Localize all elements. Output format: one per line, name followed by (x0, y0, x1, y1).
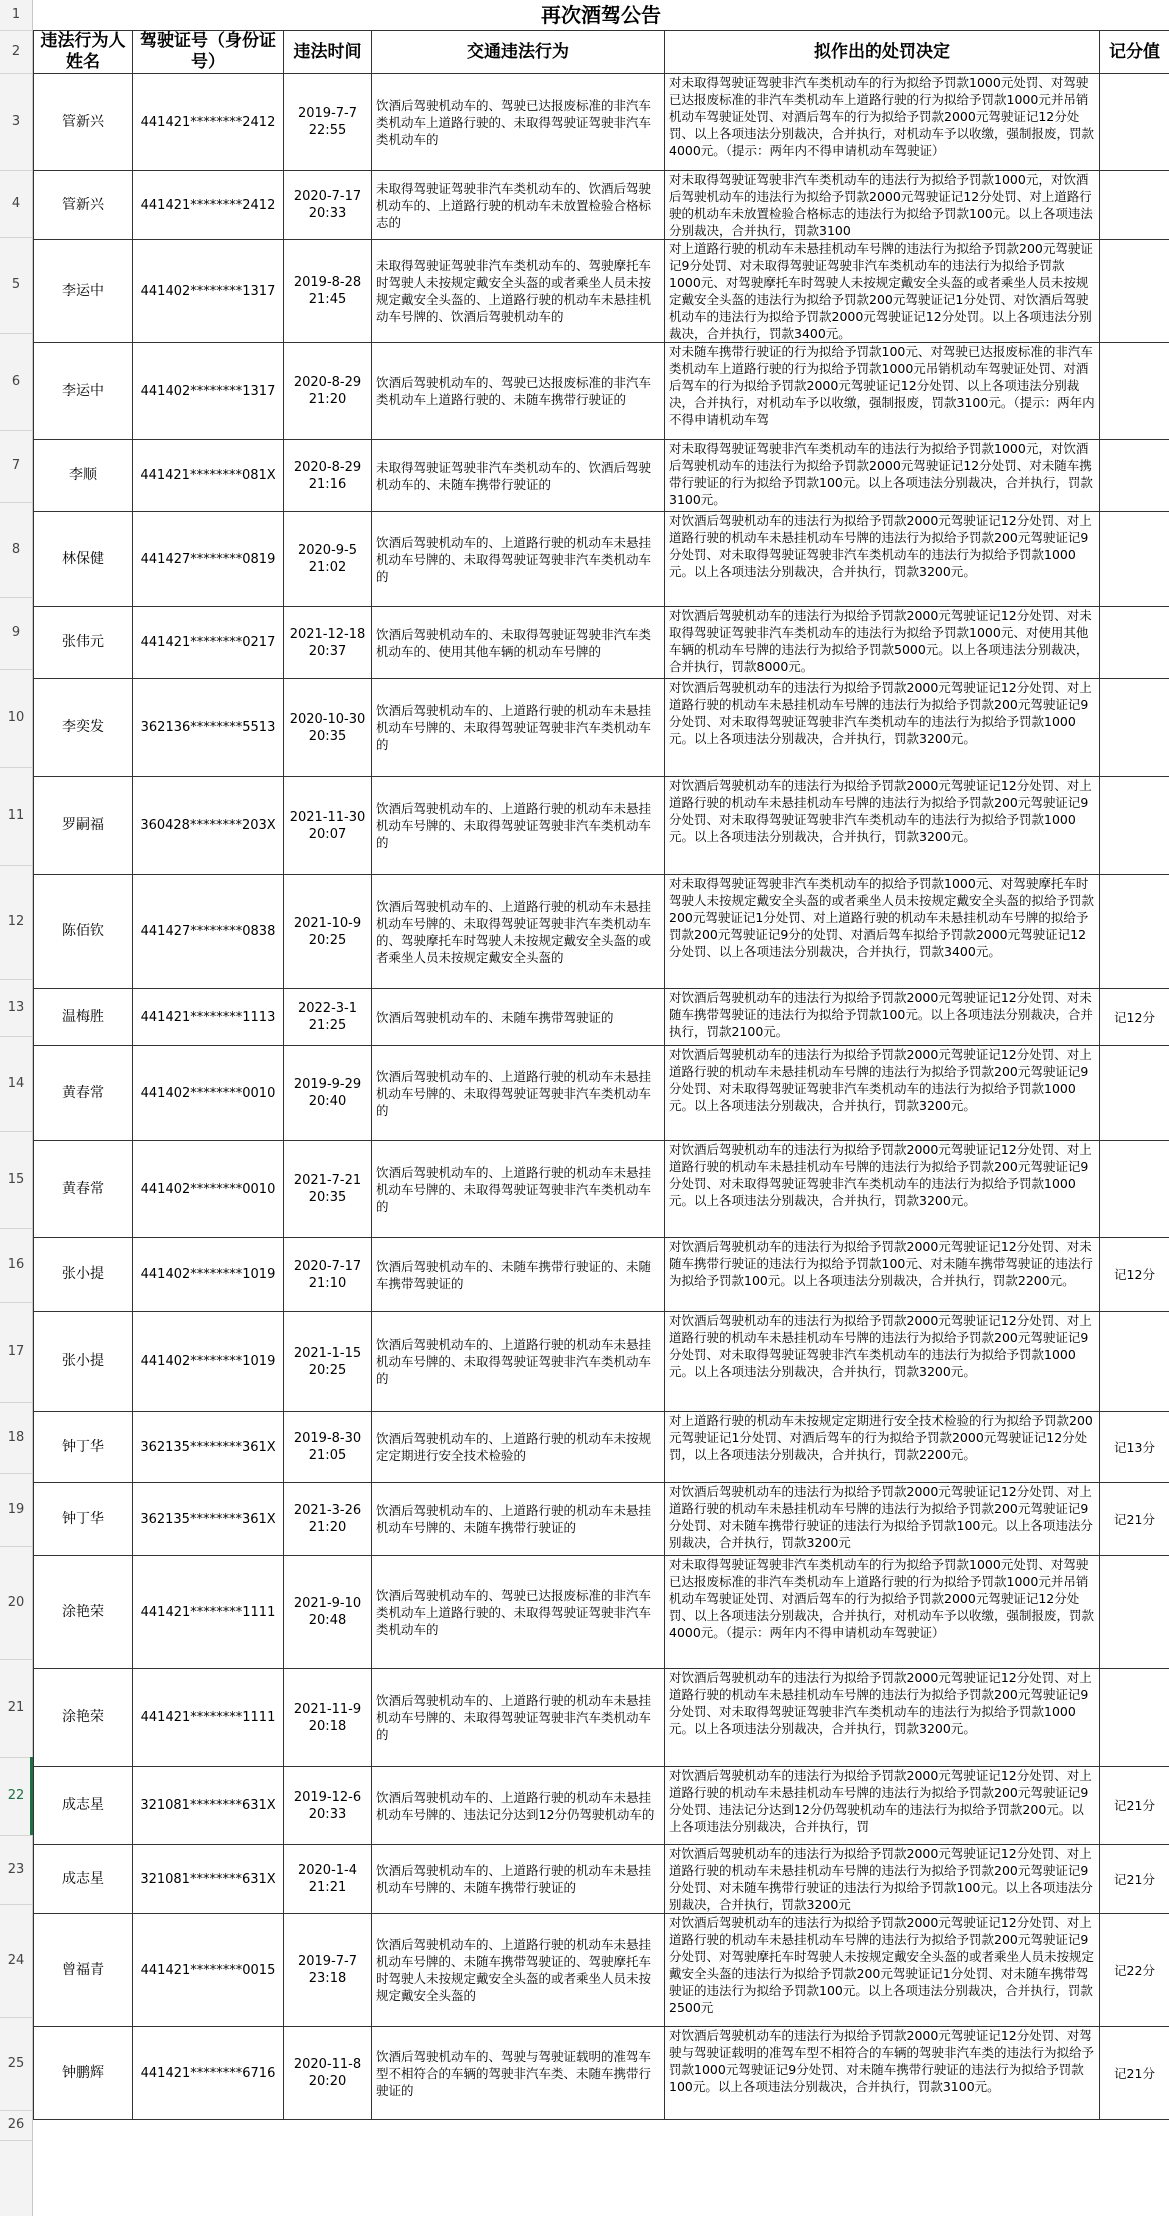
violation-behavior-cell[interactable]: 饮酒后驾驶机动车的、上道路行驶的机动车未悬挂机动车号牌的、未取得驾驶证驾驶非汽车类机动车的 (372, 512, 665, 607)
violator-name-cell[interactable]: 李运中 (34, 343, 133, 440)
table-row (34, 1914, 1169, 2027)
row-number[interactable]: 12 (7, 914, 25, 929)
points-cell[interactable] (1100, 777, 1169, 875)
license-number-cell[interactable]: 362136********5513 (133, 679, 284, 777)
points-cell[interactable] (1100, 240, 1169, 343)
table-row (34, 74, 1169, 171)
penalty-decision-cell[interactable]: 对饮酒后驾驶机动车的违法行为拟给予罚款2000元驾驶证记12分处罚、对未取得驾驶证驾驶非汽车类机动车的违法行为拟给予罚款1000元、对使用其他车辆的机动车号牌的违法行为拟给予罚款5000元。以上各项违法分别裁决，合并执行，罚款8000元。 (665, 607, 1100, 679)
violation-time-cell[interactable]: 2020-7-17 20:33 (284, 171, 372, 240)
violation-time-cell[interactable]: 2021-11-9 20:18 (284, 1669, 372, 1767)
col-header-name: 违法行为人姓名 (34, 31, 133, 74)
table-row (34, 1556, 1169, 1669)
row-divider (0, 73, 32, 74)
row-divider (0, 1302, 32, 1303)
points-cell[interactable]: 记22分 (1100, 1914, 1169, 2027)
violator-name-cell[interactable]: 罗嗣福 (34, 777, 133, 875)
violation-time-cell[interactable]: 2019-7-7 23:18 (284, 1914, 372, 2027)
row-number[interactable]: 9 (11, 625, 21, 640)
violator-name-cell[interactable]: 钟丁华 (34, 1483, 133, 1556)
row-number[interactable]: 1 (11, 7, 21, 22)
points-cell[interactable] (1100, 512, 1169, 607)
violation-behavior-cell[interactable]: 饮酒后驾驶机动车的、未随车携带驾驶证的 (372, 989, 665, 1046)
violation-time-cell[interactable]: 2019-7-7 22:55 (284, 74, 372, 171)
row-divider (0, 979, 32, 980)
table-row (34, 240, 1169, 343)
violation-time-cell[interactable]: 2021-11-30 20:07 (284, 777, 372, 875)
penalty-decision-cell[interactable]: 对未取得驾驶证驾驶非汽车类机动车的行为拟给予罚款1000元处罚、对驾驶已达报废标准的非汽车类机动车上道路行驶的行为拟给予罚款1000元并吊销机动车驾驶证处罚、对酒后驾车的行为拟给予罚款2000元驾驶证记12分处罚、以上各项违法分别裁决，合并执行，对机动车予以收缴，强制报废，罚款4000元。（提示：两年内不得申请机动车驾驶证） (665, 1556, 1100, 1669)
table-row (34, 607, 1169, 679)
row-divider (0, 1402, 32, 1403)
violator-name-cell[interactable]: 林保健 (34, 512, 133, 607)
violator-name-cell[interactable]: 张小提 (34, 1312, 133, 1412)
penalty-decision-cell[interactable]: 对饮酒后驾驶机动车的违法行为拟给予罚款2000元驾驶证记12分处罚、对驾驶与驾驶证载明的准驾车型不相符合的车辆的驾驶非汽车类的违法行为拟给予罚款1000元驾驶证记9分处罚、对未随车携带行驶证的违法行为拟给予罚款100元。以上各项违法分别裁决，合并执行，罚款3100元。 (665, 2027, 1100, 2120)
violation-time-cell[interactable]: 2019-12-6 20:33 (284, 1767, 372, 1845)
row-divider (0, 597, 32, 598)
penalty-decision-cell[interactable]: 对饮酒后驾驶机动车的违法行为拟给予罚款2000元驾驶证记12分处罚、对上道路行驶的机动车未悬挂机动车号牌的违法行为拟给予罚款200元驾驶证记9分处罚、对未取得驾驶证驾驶非汽车类机动车的违法行为拟给予罚款1000元。以上各项违法分别裁决，合并执行，罚款3200元。 (665, 1141, 1100, 1238)
violation-behavior-cell[interactable]: 饮酒后驾驶机动车的、上道路行驶的机动车未悬挂机动车号牌的、未取得驾驶证驾驶非汽车类机动车的 (372, 679, 665, 777)
points-cell[interactable]: 记21分 (1100, 2027, 1169, 2120)
row-divider (0, 2140, 32, 2141)
table-row (34, 777, 1169, 875)
points-cell[interactable]: 记13分 (1100, 1412, 1169, 1483)
violator-name-cell[interactable]: 李顺 (34, 440, 133, 512)
violator-name-cell[interactable]: 涂艳荣 (34, 1669, 133, 1767)
row-divider (0, 170, 32, 171)
violator-name-cell[interactable]: 钟鹏辉 (34, 2027, 133, 2120)
table-row (34, 1046, 1169, 1141)
row-divider (0, 865, 32, 866)
row-divider (0, 1835, 32, 1836)
violator-name-cell[interactable]: 成志星 (34, 1767, 133, 1845)
header-row (34, 31, 1169, 74)
violation-behavior-cell[interactable]: 饮酒后驾驶机动车的、未取得驾驶证驾驶非汽车类机动车的、使用其他车辆的机动车号牌的 (372, 607, 665, 679)
row-divider (0, 502, 32, 503)
license-number-cell[interactable]: 441421********1113 (133, 989, 284, 1046)
points-cell[interactable] (1100, 875, 1169, 989)
violation-behavior-cell[interactable]: 饮酒后驾驶机动车的、上道路行驶的机动车未悬挂机动车号牌的、未随车携带行驶证的 (372, 1845, 665, 1914)
row-number[interactable]: 15 (7, 1171, 25, 1187)
penalty-decision-cell[interactable]: 对饮酒后驾驶机动车的违法行为拟给予罚款2000元驾驶证记12分处罚、对上道路行驶的机动车未悬挂机动车号牌的违法行为拟给予罚款200元驾驶证记9分处罚、对未取得驾驶证驾驶非汽车类机动车的违法行为拟给予罚款1000元。以上各项违法分别裁决，合并执行，罚款3200元。 (665, 1046, 1100, 1141)
violator-name-cell[interactable]: 李奕发 (34, 679, 133, 777)
row-number[interactable]: 22 (7, 1788, 25, 1803)
violation-time-cell[interactable]: 2022-3-1 21:25 (284, 989, 372, 1046)
points-cell[interactable] (1100, 1312, 1169, 1412)
penalty-decision-cell[interactable]: 对未随车携带行驶证的行为拟给予罚款100元、对驾驶已达报废标准的非汽车类机动车上道路行驶的行为拟给予罚款1000元吊销机动车驾驶证处罚、对酒后驾车的行为拟给予罚款2000元驾驶证记12分处罚、以上各项违法分别裁决，合并执行，对机动车予以收缴，强制报废，罚款3100元。（提示：两年内不得申请机动车驾 (665, 343, 1100, 440)
col-header-behavior: 交通违法行为 (372, 31, 665, 74)
license-number-cell[interactable]: 441421********2412 (133, 171, 284, 240)
page-title: 再次酒驾公告 (541, 3, 661, 27)
license-number-cell[interactable]: 441402********1019 (133, 1238, 284, 1312)
license-number-cell[interactable]: 441421********081X (133, 440, 284, 512)
violation-behavior-cell[interactable]: 饮酒后驾驶机动车的、未随车携带行驶证的、未随车携带驾驶证的 (372, 1238, 665, 1312)
violation-behavior-cell[interactable]: 未取得驾驶证驾驶非汽车类机动车的、饮酒后驾驶机动车的、未随车携带行驶证的 (372, 440, 665, 512)
penalty-decision-cell[interactable]: 对饮酒后驾驶机动车的违法行为拟给予罚款2000元驾驶证记12分处罚、对上道路行驶的机动车未悬挂机动车号牌的违法行为拟给予罚款200元驾驶证记9分处罚、对未取得驾驶证驾驶非汽车类机动车的违法行为拟给予罚款1000元。以上各项违法分别裁决，合并执行，罚款3200元。 (665, 679, 1100, 777)
violator-name-cell[interactable]: 管新兴 (34, 74, 133, 171)
penalty-decision-cell[interactable]: 对未取得驾驶证驾驶非汽车类机动车的拟给予罚款1000元、对驾驶摩托车时驾驶人未按规定戴安全头盔的或者乘坐人员未按规定戴安全头盔的拟给予罚款200元驾驶证记1分处罚、对上道路行驶的机动车未悬挂机动车号牌的拟给予罚款200元驾驶证记9分的处罚、对酒后驾车拟给予罚款2000元驾驶证记12分处罚、以上各项违法分别裁决，合并执行，罚款3400元。 (665, 875, 1100, 989)
violation-time-cell[interactable]: 2021-3-26 21:20 (284, 1483, 372, 1556)
row-number[interactable]: 24 (7, 1952, 25, 1968)
violation-time-cell[interactable]: 2020-7-17 21:10 (284, 1238, 372, 1312)
row-number[interactable]: 4 (11, 195, 21, 211)
violation-time-cell[interactable]: 2020-1-4 21:21 (284, 1845, 372, 1914)
penalty-decision-cell[interactable]: 对饮酒后驾驶机动车的违法行为拟给予罚款2000元驾驶证记12分处罚、对上道路行驶的机动车未悬挂机动车号牌的违法行为拟给予罚款200元驾驶证记9分处罚、对未随车携带行驶证的违法行为拟给予罚款100元。以上各项违法分别裁决，合并执行，罚款3200元 (665, 1483, 1100, 1556)
license-number-cell[interactable]: 441402********0010 (133, 1141, 284, 1238)
penalty-decision-cell[interactable]: 对饮酒后驾驶机动车的违法行为拟给予罚款2000元驾驶证记12分处罚、对未随车携带行驶证的违法行为拟给予罚款100元、对未随车携带驾驶证的违法行为拟给予罚款100元。以上各项违法分别裁决，合并执行，罚款2200元。 (665, 1238, 1100, 1312)
violation-behavior-cell[interactable]: 饮酒后驾驶机动车的、上道路行驶的机动车未悬挂机动车号牌的、未取得驾驶证驾驶非汽车类机动车的 (372, 777, 665, 875)
penalty-decision-cell[interactable]: 对未取得驾驶证驾驶非汽车类机动车的违法行为拟给予罚款1000元，对饮酒后驾驶机动车的违法行为拟给予罚款2000元驾驶证记12分处罚、对上道路行驶的机动车未放置检验合格标志的违法行为拟给予罚款100元。以上各项违法分别裁决，合并执行，罚款3100 (665, 171, 1100, 240)
penalty-decision-cell[interactable]: 对饮酒后驾驶机动车的违法行为拟给予罚款2000元驾驶证记12分处罚、对上道路行驶的机动车未悬挂机动车号牌的违法行为拟给予罚款200元驾驶证记9分处罚、对驾驶摩托车时驾驶人未按规定戴安全头盔的或者乘坐人员未按规定戴安全头盔的违法行为拟给予罚款200元驾驶证记1分处罚、对未随车携带驾驶证的违法行为拟给予罚款100元。以上各项违法分别裁决，合并执行，罚款2500元 (665, 1914, 1100, 2027)
violation-time-cell[interactable]: 2021-9-10 20:48 (284, 1556, 372, 1669)
license-number-cell[interactable]: 321081********631X (133, 1767, 284, 1845)
row-divider (0, 430, 32, 431)
license-number-cell[interactable]: 441421********1111 (133, 1669, 284, 1767)
row-number[interactable]: 11 (7, 808, 25, 823)
violator-name-cell[interactable]: 黄春常 (34, 1046, 133, 1141)
row-number[interactable]: 6 (11, 373, 21, 389)
points-cell[interactable] (1100, 607, 1169, 679)
table-row (34, 1238, 1169, 1312)
violation-behavior-cell[interactable]: 饮酒后驾驶机动车的、上道路行驶的机动车未悬挂机动车号牌的、未取得驾驶证驾驶非汽车类机动车的 (372, 1312, 665, 1412)
violator-name-cell[interactable]: 成志星 (34, 1845, 133, 1914)
table-row (34, 512, 1169, 607)
col-header-license: 驾驶证号（身份证号） (133, 31, 284, 74)
violation-time-cell[interactable]: 2021-12-18 20:37 (284, 607, 372, 679)
violation-behavior-cell[interactable]: 饮酒后驾驶机动车的、上道路行驶的机动车未按规定定期进行安全技术检验的 (372, 1412, 665, 1483)
violation-behavior-cell[interactable]: 饮酒后驾驶机动车的、上道路行驶的机动车未悬挂机动车号牌的、违法记分达到12分仍驾驶机动车的 (372, 1767, 665, 1845)
table-row (34, 875, 1169, 989)
row-divider (0, 1904, 32, 1905)
col-header-time: 违法时间 (284, 31, 372, 74)
violation-time-cell[interactable]: 2021-10-9 20:25 (284, 875, 372, 989)
violation-behavior-cell[interactable]: 未取得驾驶证驾驶非汽车类机动车的、驾驶摩托车时驾驶人未按规定戴安全头盔的或者乘坐人员未按规定戴安全头盔的、上道路行驶的机动车未悬挂机动车号牌的、饮酒后驾驶机动车的 (372, 240, 665, 343)
table-row (34, 1412, 1169, 1483)
violations-table (33, 30, 1169, 2120)
violator-name-cell[interactable]: 张伟元 (34, 607, 133, 679)
penalty-decision-cell[interactable]: 对未取得驾驶证驾驶非汽车类机动车的违法行为拟给予罚款1000元，对饮酒后驾驶机动车的违法行为拟给予罚款2000元驾驶证记12分处罚、对未随车携带行驶证的行为拟给予罚款100元。以上各项违法分别裁决，合并执行，罚款3100元。 (665, 440, 1100, 512)
points-cell[interactable]: 记21分 (1100, 1845, 1169, 1914)
penalty-decision-cell[interactable]: 对未取得驾驶证驾驶非汽车类机动车的行为拟给予罚款1000元处罚、对驾驶已达报废标准的非汽车类机动车上道路行驶的行为拟给予罚款1000元并吊销机动车驾驶证处罚、对酒后驾车的行为拟给予罚款2000元驾驶证记12分处罚、以上各项违法分别裁决，合并执行，对机动车予以收缴，强制报废，罚款4000元。（提示：两年内不得申请机动车驾驶证） (665, 74, 1100, 171)
points-cell[interactable] (1100, 74, 1169, 171)
violation-time-cell[interactable]: 2021-1-15 20:25 (284, 1312, 372, 1412)
row-number[interactable]: 20 (7, 1594, 25, 1610)
row-number[interactable]: 10 (7, 710, 25, 725)
row-number[interactable]: 14 (7, 1075, 25, 1091)
row-divider (0, 1228, 32, 1229)
penalty-decision-cell[interactable]: 对饮酒后驾驶机动车的违法行为拟给予罚款2000元驾驶证记12分处罚、对上道路行驶的机动车未悬挂机动车号牌的违法行为拟给予罚款200元驾驶证记9分处罚、对未取得驾驶证驾驶非汽车类机动车的违法行为拟给予罚款1000元。以上各项违法分别裁决，合并执行，罚款3200元。 (665, 777, 1100, 875)
violation-time-cell[interactable]: 2020-8-29 21:16 (284, 440, 372, 512)
points-cell[interactable] (1100, 1556, 1169, 1669)
row-number[interactable]: 21 (7, 1700, 25, 1715)
row-number[interactable]: 18 (7, 1429, 25, 1445)
table-row (34, 1767, 1169, 1845)
row-divider (0, 1546, 32, 1547)
violation-behavior-cell[interactable]: 未取得驾驶证驾驶非汽车类机动车的、饮酒后驾驶机动车的、上道路行驶的机动车未放置检验合格标志的 (372, 171, 665, 240)
table-row (34, 1845, 1169, 1914)
table-row (34, 343, 1169, 440)
violation-behavior-cell[interactable]: 饮酒后驾驶机动车的、上道路行驶的机动车未悬挂机动车号牌的、未取得驾驶证驾驶非汽车类机动车的 (372, 1046, 665, 1141)
row-number[interactable]: 17 (7, 1344, 25, 1359)
table-row (34, 1483, 1169, 1556)
points-cell[interactable] (1100, 171, 1169, 240)
table-row (34, 1141, 1169, 1238)
points-cell[interactable]: 记12分 (1100, 1238, 1169, 1312)
points-cell[interactable] (1100, 679, 1169, 777)
license-number-cell[interactable]: 441402********1317 (133, 240, 284, 343)
table-row (34, 2027, 1169, 2120)
penalty-decision-cell[interactable]: 对上道路行驶的机动车未悬挂机动车号牌的违法行为拟给予罚款200元驾驶证记9分处罚、对未取得驾驶证驾驶非汽车类机动车的违法行为拟给予罚款1000元、对驾驶摩托车时驾驶人未按规定戴安全头盔的或者乘坐人员未按规定戴安全头盔的违法行为拟给予罚款200元驾驶证记1分处罚、对饮酒后驾驶机动车的违法行为拟给予罚款2000元驾驶证记12分处罚。以上各项违法分别裁决，合并执行，罚款3400元。 (665, 240, 1100, 343)
license-number-cell[interactable]: 321081********631X (133, 1845, 284, 1914)
license-number-cell[interactable]: 441421********6716 (133, 2027, 284, 2120)
row-divider (0, 30, 32, 31)
penalty-decision-cell[interactable]: 对饮酒后驾驶机动车的违法行为拟给予罚款2000元驾驶证记12分处罚、对未随车携带驾驶证的违法行为拟给予罚款100元。以上各项违法分别裁决，合并执行，罚款2100元。 (665, 989, 1100, 1046)
violation-time-cell[interactable]: 2019-8-30 21:05 (284, 1412, 372, 1483)
violator-name-cell[interactable]: 曾福青 (34, 1914, 133, 2027)
row-number[interactable]: 7 (11, 458, 21, 473)
points-cell[interactable] (1100, 440, 1169, 512)
violation-time-cell[interactable]: 2020-9-5 21:02 (284, 512, 372, 607)
license-number-cell[interactable]: 441427********0819 (133, 512, 284, 607)
points-cell[interactable] (1100, 1046, 1169, 1141)
points-cell[interactable] (1100, 1669, 1169, 1767)
penalty-decision-cell[interactable]: 对饮酒后驾驶机动车的违法行为拟给予罚款2000元驾驶证记12分处罚、对上道路行驶的机动车未悬挂机动车号牌的违法行为拟给予罚款200元驾驶证记9分处罚、对未取得驾驶证驾驶非汽车类机动车的违法行为拟给予罚款1000元。以上各项违法分别裁决，合并执行，罚款3200元。 (665, 1312, 1100, 1412)
row-number[interactable]: 25 (7, 2055, 25, 2071)
violator-name-cell[interactable]: 陈佰钦 (34, 875, 133, 989)
row-number[interactable]: 16 (7, 1257, 25, 1272)
violator-name-cell[interactable]: 张小提 (34, 1238, 133, 1312)
violation-behavior-cell[interactable]: 饮酒后驾驶机动车的、上道路行驶的机动车未悬挂机动车号牌的、未取得驾驶证驾驶非汽车类机动车的 (372, 1141, 665, 1238)
violation-time-cell[interactable]: 2019-8-28 21:45 (284, 240, 372, 343)
table-row (34, 1312, 1169, 1412)
col-header-points: 记分值 (1100, 31, 1169, 74)
row-number[interactable]: 8 (11, 541, 21, 557)
points-cell[interactable]: 记21分 (1100, 1483, 1169, 1556)
violation-behavior-cell[interactable]: 饮酒后驾驶机动车的、驾驶已达报废标准的非汽车类机动车上道路行驶的、未取得驾驶证驾驶非汽车类机动车的 (372, 1556, 665, 1669)
violation-time-cell[interactable]: 2019-9-29 20:40 (284, 1046, 372, 1141)
points-cell[interactable] (1100, 343, 1169, 440)
col-header-penalty: 拟作出的处罚决定 (665, 31, 1100, 74)
license-number-cell[interactable]: 362135********361X (133, 1412, 284, 1483)
license-number-cell[interactable]: 441421********1111 (133, 1556, 284, 1669)
row-number[interactable]: 19 (7, 1501, 25, 1517)
row-number[interactable]: 26 (7, 2117, 25, 2132)
violation-behavior-cell[interactable]: 饮酒后驾驶机动车的、上道路行驶的机动车未悬挂机动车号牌的、未随车携带行驶证的 (372, 1483, 665, 1556)
row-number[interactable]: 3 (11, 113, 21, 129)
table-row (34, 171, 1169, 240)
row-number[interactable]: 5 (11, 277, 21, 292)
row-divider (0, 1131, 32, 1132)
table-row (34, 1669, 1169, 1767)
penalty-decision-cell[interactable]: 对饮酒后驾驶机动车的违法行为拟给予罚款2000元驾驶证记12分处罚、对上道路行驶的机动车未悬挂机动车号牌的违法行为拟给予罚款200元驾驶证记9分处罚、对未随车携带行驶证的违法行为拟给予罚款100元。以上各项违法分别裁决，合并执行，罚款3200元 (665, 1845, 1100, 1914)
violator-name-cell[interactable]: 管新兴 (34, 171, 133, 240)
license-number-cell[interactable]: 441421********2412 (133, 74, 284, 171)
row-divider (0, 2110, 32, 2111)
violation-behavior-cell[interactable]: 饮酒后驾驶机动车的、驾驶已达报废标准的非汽车类机动车上道路行驶的、未取得驾驶证驾驶非汽车类机动车的 (372, 74, 665, 171)
violator-name-cell[interactable]: 李运中 (34, 240, 133, 343)
violator-name-cell[interactable]: 钟丁华 (34, 1412, 133, 1483)
license-number-cell[interactable]: 441421********0217 (133, 607, 284, 679)
points-cell[interactable]: 记21分 (1100, 1767, 1169, 1845)
violation-behavior-cell[interactable]: 饮酒后驾驶机动车的、上道路行驶的机动车未悬挂机动车号牌的、未随车携带驾驶证的、驾驶摩托车时驾驶人未按规定戴安全头盔的或者乘坐人员未按规定戴安全头盔的 (372, 1914, 665, 2027)
row-divider (0, 1473, 32, 1474)
row-divider (0, 1036, 32, 1037)
license-number-cell[interactable]: 362135********361X (133, 1483, 284, 1556)
row-divider (0, 1659, 32, 1660)
row-divider (0, 1757, 32, 1758)
violation-behavior-cell[interactable]: 饮酒后驾驶机动车的、驾驶与驾驶证载明的准驾车型不相符合的车辆的驾驶非汽车类、未随车携带行驶证的 (372, 2027, 665, 2120)
license-number-cell[interactable]: 360428********203X (133, 777, 284, 875)
row-divider (0, 2017, 32, 2018)
table-row (34, 679, 1169, 777)
row-divider (0, 767, 32, 768)
violation-behavior-cell[interactable]: 饮酒后驾驶机动车的、驾驶已达报废标准的非汽车类机动车上道路行驶的、未随车携带行驶证的 (372, 343, 665, 440)
violator-name-cell[interactable]: 涂艳荣 (34, 1556, 133, 1669)
violation-time-cell[interactable]: 2020-10-30 20:35 (284, 679, 372, 777)
row-divider (0, 333, 32, 334)
row-number[interactable]: 23 (7, 1861, 25, 1877)
penalty-decision-cell[interactable]: 对饮酒后驾驶机动车的违法行为拟给予罚款2000元驾驶证记12分处罚、对上道路行驶的机动车未悬挂机动车号牌的违法行为拟给予罚款200元驾驶证记9分处罚、违法记分达到12分仍驾驶机动车的违法行为拟给予罚款200元。以上各项违法分别裁决，合并执行，罚 (665, 1767, 1100, 1845)
row-number[interactable]: 13 (7, 999, 25, 1015)
table-row (34, 989, 1169, 1046)
violator-name-cell[interactable]: 温梅胜 (34, 989, 133, 1046)
penalty-decision-cell[interactable]: 对饮酒后驾驶机动车的违法行为拟给予罚款2000元驾驶证记12分处罚、对上道路行驶的机动车未悬挂机动车号牌的违法行为拟给予罚款200元驾驶证记9分处罚、对未取得驾驶证驾驶非汽车类机动车的违法行为拟给予罚款1000元。以上各项违法分别裁决，合并执行，罚款3200元。 (665, 1669, 1100, 1767)
license-number-cell[interactable]: 441421********0015 (133, 1914, 284, 2027)
license-number-cell[interactable]: 441402********1019 (133, 1312, 284, 1412)
points-cell[interactable] (1100, 1141, 1169, 1238)
license-number-cell[interactable]: 441402********0010 (133, 1046, 284, 1141)
license-number-cell[interactable]: 441427********0838 (133, 875, 284, 989)
penalty-decision-cell[interactable]: 对上道路行驶的机动车未按规定定期进行安全技术检验的行为拟给予罚款200元驾驶证记1分处罚、对酒后驾车的行为拟给予罚款2000元驾驶证记12分处罚，以上各项违法分别裁决，合并执行，罚款2200元。 (665, 1412, 1100, 1483)
violation-time-cell[interactable]: 2020-11-8 20:20 (284, 2027, 372, 2120)
license-number-cell[interactable]: 441402********1317 (133, 343, 284, 440)
violation-time-cell[interactable]: 2020-8-29 21:20 (284, 343, 372, 440)
table-row (34, 440, 1169, 512)
violation-behavior-cell[interactable]: 饮酒后驾驶机动车的、上道路行驶的机动车未悬挂机动车号牌的、未取得驾驶证驾驶非汽车类机动车的、驾驶摩托车时驾驶人未按规定戴安全头盔的或者乘坐人员未按规定戴安全头盔的 (372, 875, 665, 989)
row-divider (0, 669, 32, 670)
row-divider (0, 237, 32, 238)
violation-time-cell[interactable]: 2021-7-21 20:35 (284, 1141, 372, 1238)
penalty-decision-cell[interactable]: 对饮酒后驾驶机动车的违法行为拟给予罚款2000元驾驶证记12分处罚、对上道路行驶的机动车未悬挂机动车号牌的违法行为拟给予罚款200元驾驶证记9分处罚、对未取得驾驶证驾驶非汽车类机动车的违法行为拟给予罚款1000元。以上各项违法分别裁决，合并执行，罚款3200元。 (665, 512, 1100, 607)
violator-name-cell[interactable]: 黄春常 (34, 1141, 133, 1238)
points-cell[interactable]: 记12分 (1100, 989, 1169, 1046)
row-number[interactable]: 2 (11, 43, 21, 59)
violation-behavior-cell[interactable]: 饮酒后驾驶机动车的、上道路行驶的机动车未悬挂机动车号牌的、未取得驾驶证驾驶非汽车类机动车的 (372, 1669, 665, 1767)
